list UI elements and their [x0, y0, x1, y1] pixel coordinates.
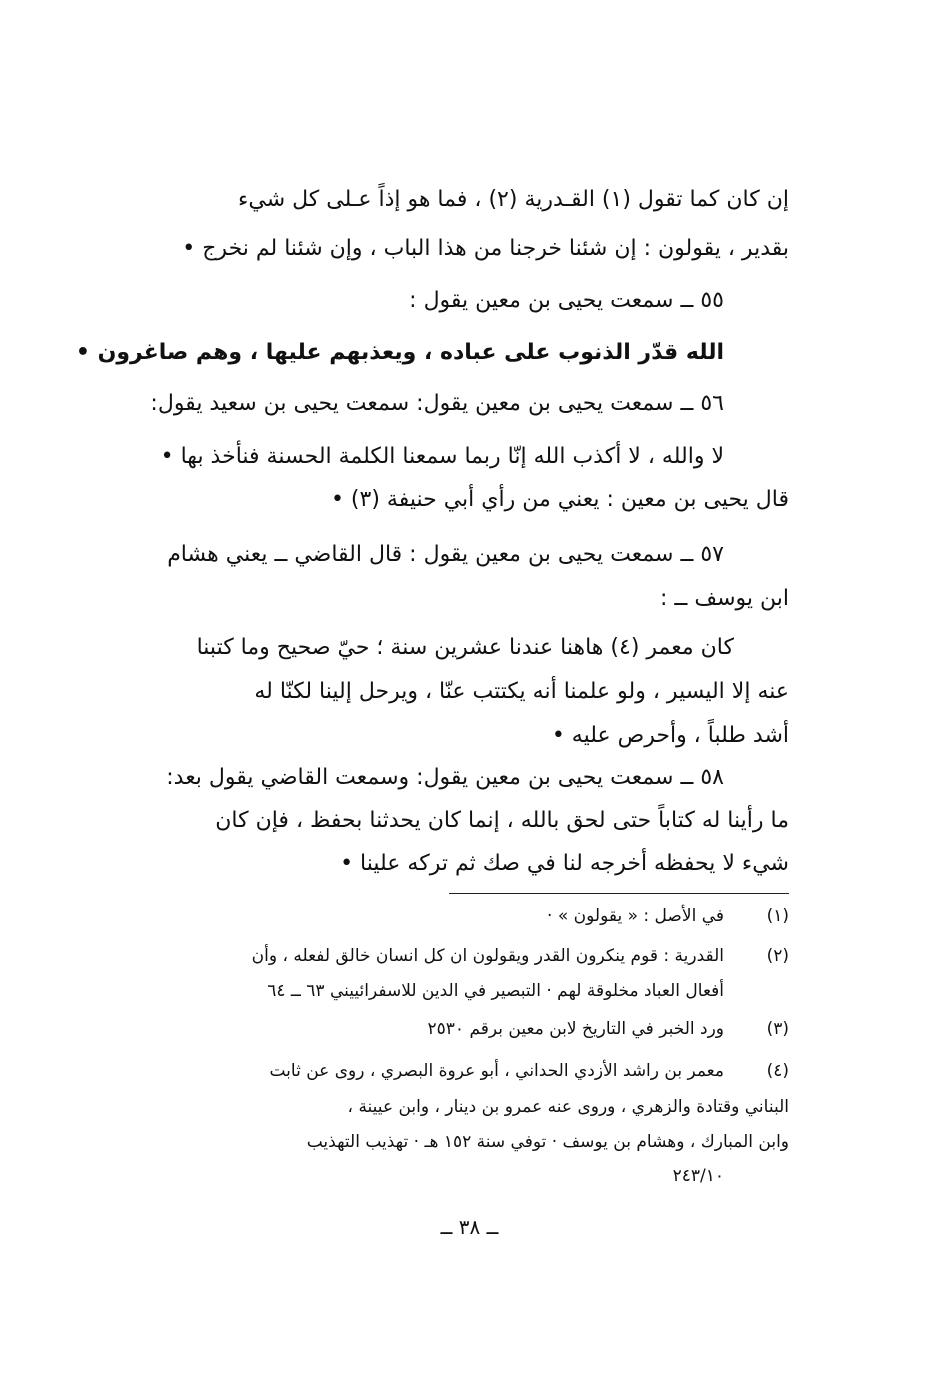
- body-line-9: ابن يوسف ــ :: [660, 586, 789, 611]
- body-line-7: قال يحيى بن معين : يعني من رأي أبي حنيفة (٣) •: [330, 487, 789, 512]
- body-line-1: إن كان كما تقول (١) القـدرية (٢) ، فما هو إذاً عـلى كل شيء: [238, 187, 789, 212]
- body-line-4: الله قدّر الذنوب على عباده ، ويعذبهم عليها ، وهم صاغرون •: [75, 340, 724, 365]
- body-line-6: لا والله ، لا أكذب الله إنّا ربما سمعنا الكلمة الحسنة فنأخذ بها •: [160, 444, 724, 469]
- footnote-2-line-1: القدرية : قوم ينكرون القدر ويقولون ان كل انسان خالق لفعله ، وأن: [251, 946, 724, 966]
- footnote-separator: [449, 893, 789, 894]
- body-line-2: بقدير ، يقولون : إن شئنا خرجنا من هذا الباب ، وإن شئنا لم نخرج •: [182, 236, 789, 261]
- footnote-3-line-1: ورد الخبر في التاريخ لابن معين برقم ٢٥٣٠: [427, 1019, 724, 1039]
- footnote-4-line-3: وابن المبارك ، وهشام بن يوسف · توفي سنة ١٥٢ هـ · تهذيب التهذيب: [306, 1132, 789, 1152]
- body-line-8: ٥٧ ــ سمعت يحيى بن معين يقول : قال القاضي ــ يعني هشام: [167, 542, 724, 567]
- body-line-3: ٥٥ ــ سمعت يحيى بن معين يقول :: [409, 288, 724, 313]
- page-number: ــ ٣٨ ــ: [440, 1215, 499, 1239]
- footnote-4-line-4: ٢٤٣/١٠: [672, 1166, 724, 1186]
- body-line-15: شيء لا يحفظه أخرجه لنا في صك ثم تركه علينا •: [340, 851, 789, 876]
- footnote-4-number: (٤): [766, 1061, 789, 1081]
- body-line-14: ما رأينا له كتاباً حتى لحق بالله ، إنما كان يحدثنا بحفظ ، فإن كان: [215, 808, 789, 833]
- body-line-12: أشد طلباً ، وأحرص عليه •: [551, 723, 789, 748]
- body-line-10: كان معمر (٤) هاهنا عندنا عشرين سنة ؛ حيّ صحيح وما كتبنا: [196, 635, 734, 660]
- footnote-4-line-1: معمر بن راشد الأزدي الحداني ، أبو عروة البصري ، روى عن ثابت: [269, 1061, 724, 1081]
- body-line-5: ٥٦ ــ سمعت يحيى بن معين يقول: سمعت يحيى بن سعيد يقول:: [150, 391, 724, 416]
- footnote-3-number: (٣): [766, 1019, 789, 1039]
- footnote-1-line-1: في الأصل : « يقولون » ·: [547, 906, 724, 926]
- body-line-13: ٥٨ ــ سمعت يحيى بن معين يقول: وسمعت القاضي يقول بعد:: [166, 765, 724, 790]
- footnote-2-line-2: أفعال العباد مخلوقة لهم · التبصير في الدين للاسفرائييني ٦٣ ــ ٦٤: [267, 981, 724, 1001]
- footnote-2-number: (٢): [766, 946, 789, 966]
- body-line-11: عنه إلا اليسير ، ولو علمنا أنه يكتتب عنّا ، ويرحل إلينا لكنّا له: [254, 679, 789, 704]
- footnote-4-line-2: البناني وقتادة والزهري ، وروى عنه عمرو بن دينار ، وابن عيينة ،: [347, 1097, 789, 1117]
- footnote-1-number: (١): [766, 906, 789, 926]
